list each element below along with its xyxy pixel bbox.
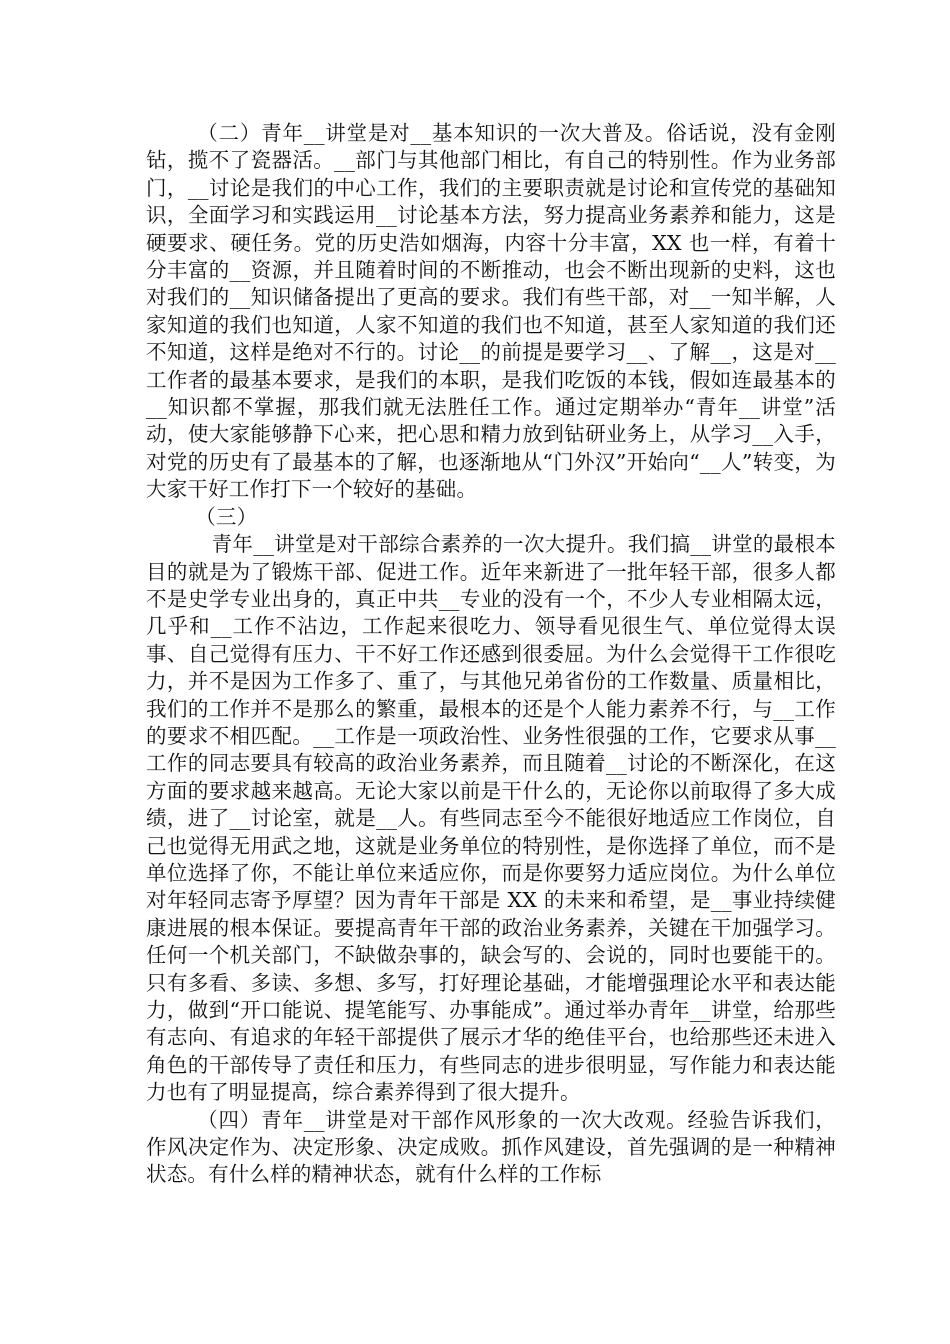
paragraph-section-three: 青年__讲堂是对干部综合素养的一次大提升。我们搞__讲堂的最根本目的就是为了锻炼干部、促进工作。近年来新进了一批年轻干部，很多人都不是史学专业出身的，真正中共__专业的没有一个，不少人专业相隔太远，几乎和__工作不沾边，工作起来很吃力、领导看见很生气、单位觉得太误事、自己觉得有压力、干不好工作还感到很委屈。为什么会觉得干工作很吃力，并不是因为工作多了、重了，与其他兄弟省份的工作数量、质量相比，我们的工作并不是那么的繁重，最根本的还是个人能力素养不行，与__工作的要求不相匹配。__工作是一项政治性、业务性很强的工作，它要求从事__工作的同志要具有较高的政治业务素养，而且随着__讨论的不断深化，在这方面的要求越来越高。无论大家以前是干什么的，无论你以前取得了多大成绩，进了__讨论室，就是__人。有些同志至今不能很好地适应工作岗位，自己也觉得无用武之地，这就是业务单位的特别性，是你选择了单位，而不是单位选择了你，不能让单位来适应你，而是你要努力适应岗位。为什么单位对年轻同志寄予厚望？因为青年干部是 XX 的未来和希望，是__事业持续健康进展的根本保证。要提高青年干部的政治业务素养，关键在干加强学习。任何一个机关部门，不缺做杂事的，缺会写的、会说的，同时也要能干的。只有多看、多读、多想、多写，打好理论基础，才能增强理论水平和表达能力，做到“开口能说、提笔能写、办事能成”。通过举办青年__讲堂，给那些有志向、有追求的年轻干部提供了展示才华的绝佳平台，也给那些还未进入角色的干部传导了责任和压力，有些同志的进步很明显，写作能力和表达能力也有了明显提高，综合素养得到了很大提升。 bbox=[146, 532, 836, 1105]
paragraph-section-four: （四）青年__讲堂是对干部作风形象的一次大改观。经验告诉我们，作风决定作为、决定形象、决定成败。抓作风建设，首先强调的是一种精神状态。有什么样的精神状态，就有什么样的工作标 bbox=[146, 1107, 836, 1187]
section-three-heading: （三） bbox=[195, 504, 258, 529]
document-page bbox=[146, 120, 836, 1189]
paragraph-section-two: （二）青年__讲堂是对__基本知识的一次大普及。俗话说，没有金刚钻，揽不了瓷器活。__部门与其他部门相比，有自己的特别性。作为业务部门，__讨论是我们的中心工作，我们的主要职责就是讨论和宣传党的基础知识，全面学习和实践运用__讨论基本方法，努力提高业务素养和能力，这是硬要求、硬任务。党的历史浩如烟海，内容十分丰富，XX 也一样，有着十分丰富的__资源，并且随着时间的不断推动，也会不断出现新的史料，这也对我们的__知识储备提出了更高的要求。我们有些干部，对__一知半解，人家知道的我们也知道，人家不知道的我们也不知道，甚至人家知道的我们还不知道，这样是绝对不行的。讨论__的前提是要学习__、了解__，这是对__工作者的最基本要求，是我们的本职，是我们吃饭的本钱，假如连最基本的__知识都不掌握，那我们就无法胜任工作。通过定期举办“青年__讲堂”活动，使大家能够静下心来，把心思和精力放到钻研业务上，从学习__入手，对党的历史有了最基本的了解，也逐渐地从“门外汉”开始向“__人”转变，为大家干好工作打下一个较好的基础。 bbox=[146, 121, 836, 502]
